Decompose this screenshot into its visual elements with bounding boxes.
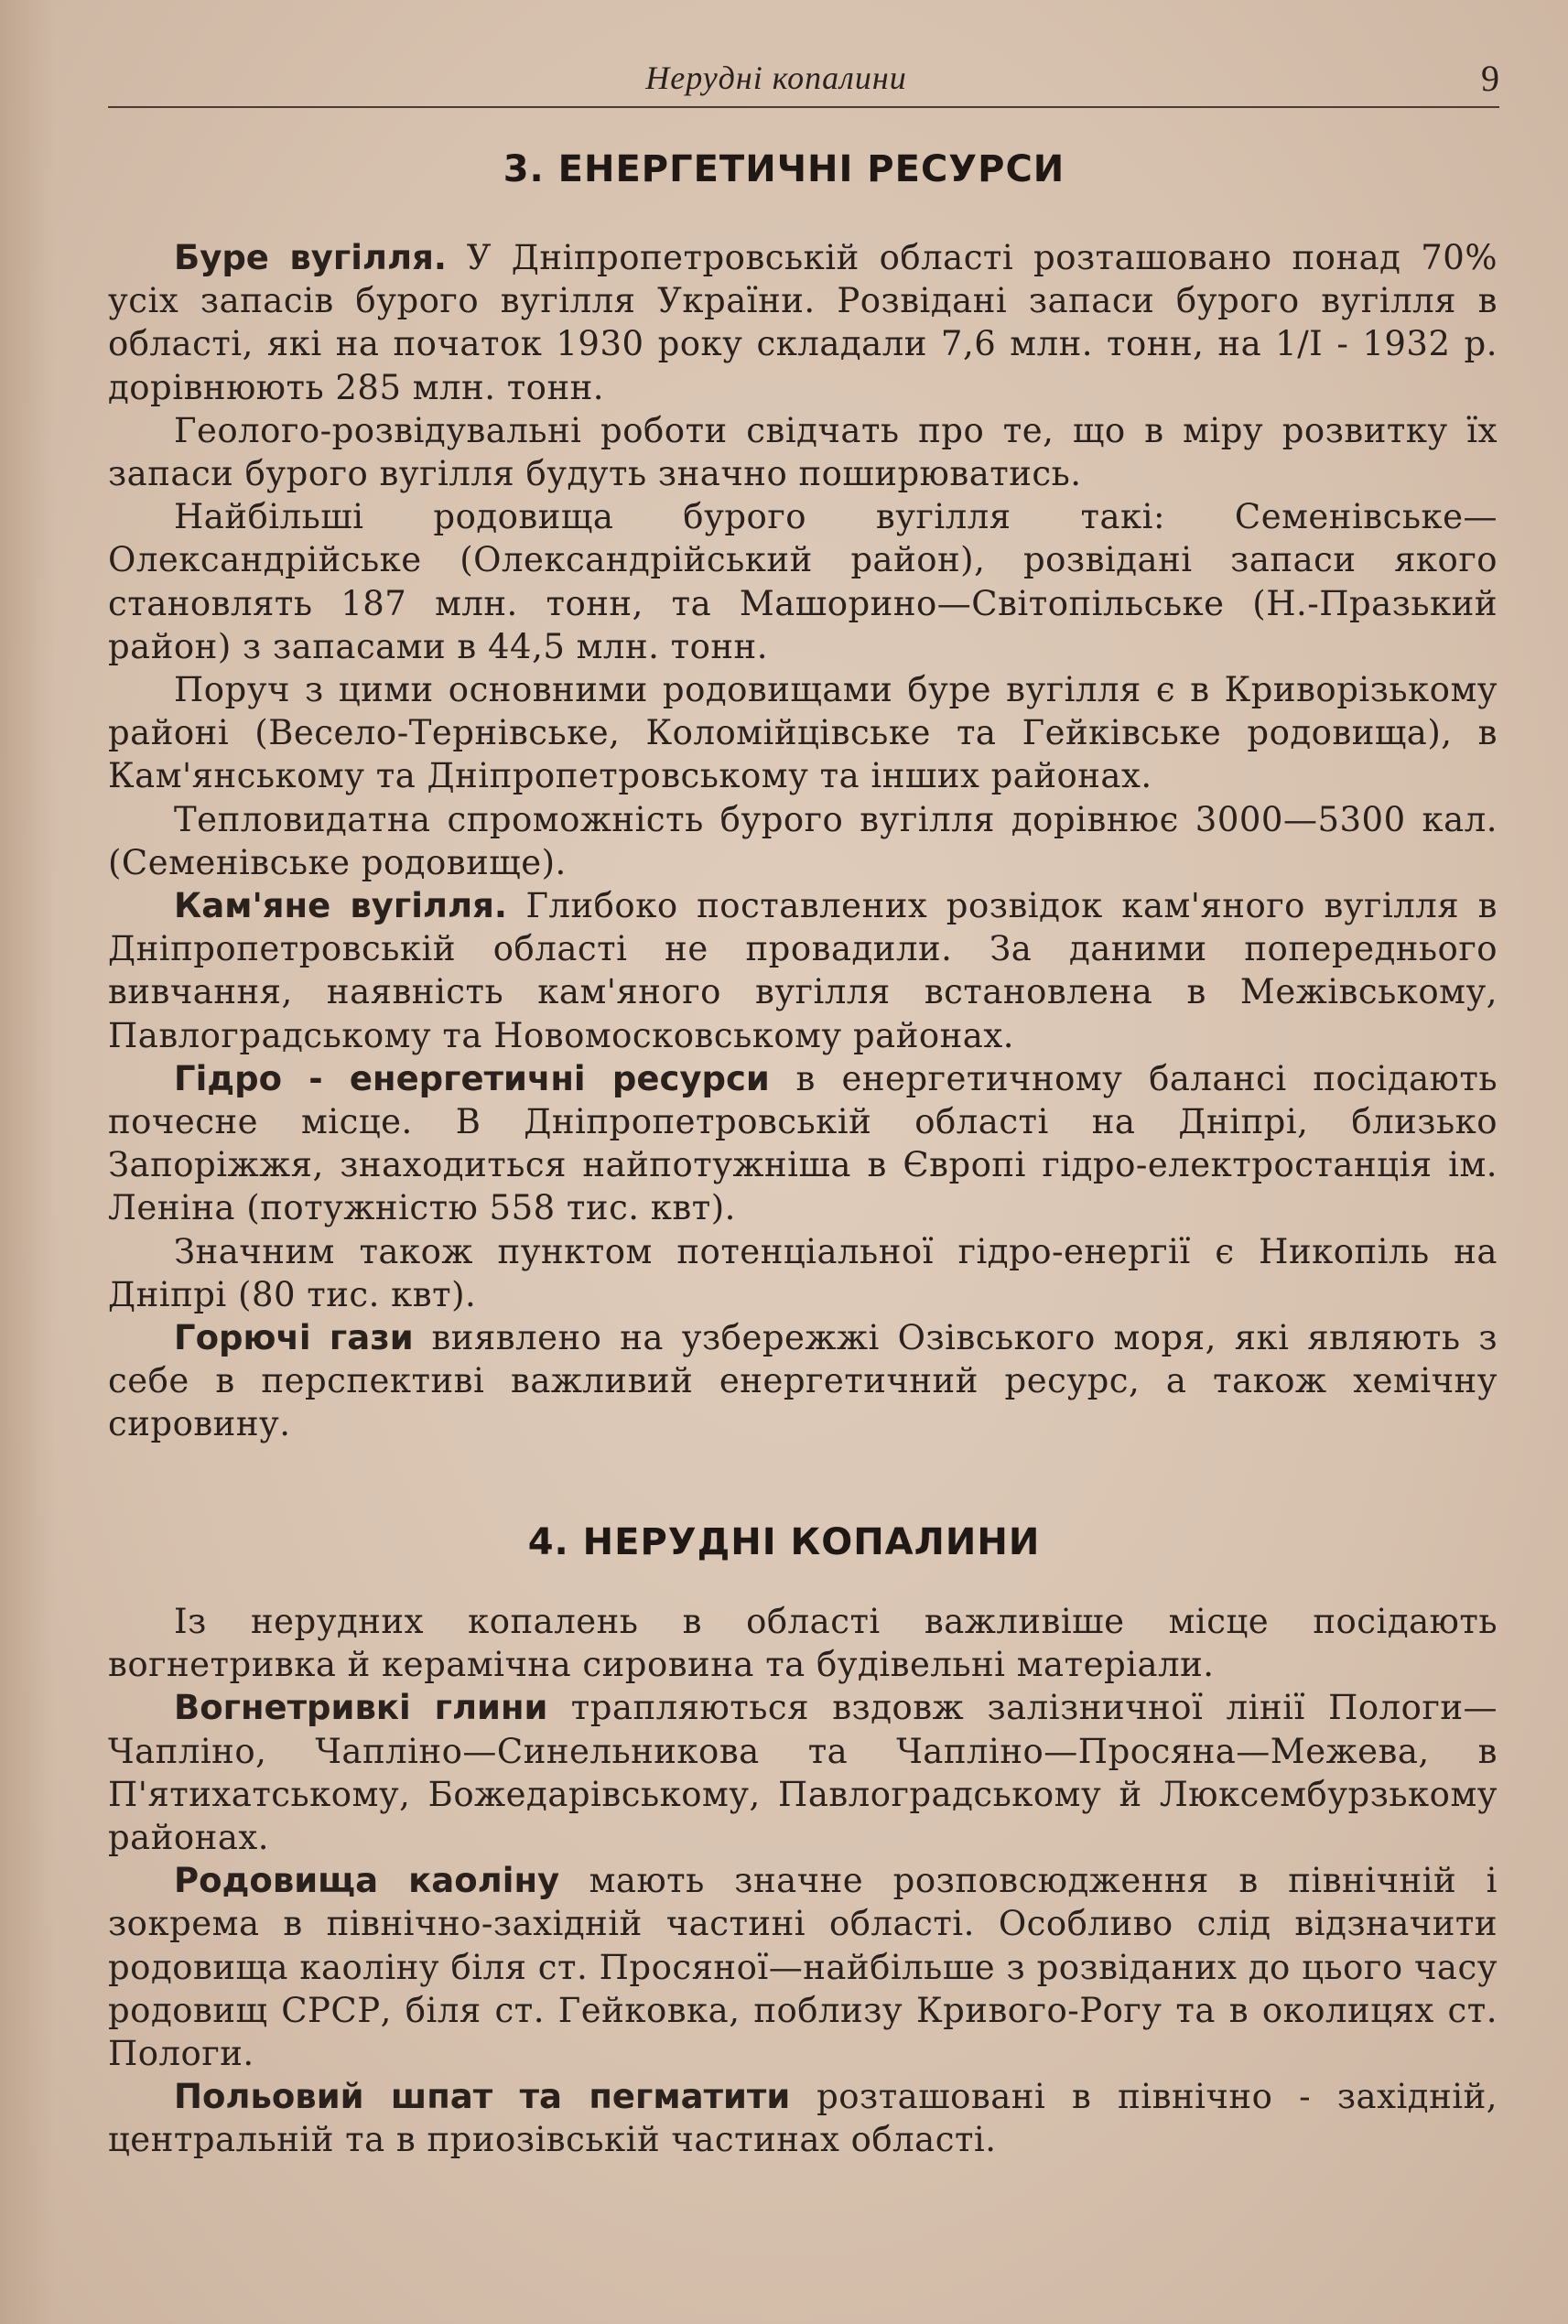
paragraph — [108, 236, 1498, 409]
page-edge-shadow — [0, 0, 55, 2324]
paragraph — [108, 668, 1498, 798]
section-heading-energy: 3. ЕНЕРГЕТИЧНІ РЕСУРСИ — [503, 148, 1065, 190]
paragraph — [108, 2075, 1498, 2161]
section-body-nonmetal — [108, 1600, 1498, 2162]
running-title: Нерудні копалини — [645, 59, 907, 96]
page-number: 9 — [1481, 58, 1499, 99]
paragraph — [108, 495, 1498, 668]
paragraph-lead: Гідро - енергетичні ресурси — [174, 1058, 770, 1098]
paragraph — [108, 1600, 1498, 1686]
paragraph-lead: Вогнетривкі глини — [174, 1688, 548, 1728]
paragraph-text: Геолого-розвідувальні роботи свідчать про те, що в міру розвитку їх запаси бурого вугілля будуть значно поширюватись. — [108, 410, 1498, 494]
paragraph-lead: Родовища каоліну — [174, 1861, 560, 1901]
section-heading-nonmetal: 4. НЕРУДНІ КОПАЛИНИ — [527, 1521, 1041, 1563]
paragraph-text: Найбільші родовища бурого вугілля такі: Семенівське—Олександрійське (Олександрійський район), розвідані запаси якого становлять 187 млн. тонн, та Машорино—Світопільське (Н.-Празький район) з запасами в 44,5 млн. тонн. — [108, 497, 1498, 666]
running-header — [108, 55, 1499, 108]
paragraph-lead: Польовий шпат та пегматити — [174, 2077, 791, 2117]
paragraph-text: Поруч з цими основними родовищами буре вугілля є в Криворізькому районі (Весело-Тернівське, Коломійцівське та Гейківське родовища), в Кам'янському та Дніпропетровському та інших районах. — [108, 670, 1498, 796]
paragraph — [108, 884, 1498, 1057]
paragraph — [108, 1859, 1498, 2075]
paragraph — [108, 1686, 1498, 1859]
paragraph — [108, 1057, 1498, 1230]
paragraph-text: Тепловидатна спроможність бурого вугілля дорівнює 3000—5300 кал. (Семенівське родовище). — [108, 799, 1498, 882]
paragraph-text: У Дніпропетровській області розташовано понад 70% усіх запасів бурого вугілля України. Розвідані запаси бурого вугілля в області, які на початок 1930 року складали 7,6 млн. тонн, на 1/I - 1932 р. дорівнюють 285 млн. тонн. — [108, 238, 1498, 407]
paragraph-text: Із нерудних копалень в області важливіше місце посідають вогнетривка й керамічна сировина та будівельні матеріали. — [108, 1602, 1498, 1685]
paragraph — [108, 798, 1498, 884]
paragraph-text: виявлено на узбережжі Озівського моря, які являють з себе в перспективі важливий енергетичний ресурс, а також хемічну сировину. — [108, 1318, 1498, 1444]
paragraph-lead: Кам'яне вугілля. — [174, 886, 507, 926]
paragraph-text: Глибоко поставлених розвідок кам'яного вугілля в Дніпропетровській області не провадили. За даними попереднього вивчання, наявність кам'яного вугілля встановлена в Межівському, Павлоградському та Новомосковському районах. — [108, 886, 1498, 1055]
paragraph-lead: Горючі гази — [174, 1318, 414, 1358]
paragraph-lead: Буре вугілля. — [174, 238, 447, 277]
paragraph — [108, 1316, 1498, 1446]
paragraph-text: Значним також пунктом потенціальної гідро-енергії є Никопіль на Дніпрі (80 тис. квт). — [108, 1231, 1498, 1314]
paragraph — [108, 1230, 1498, 1316]
paragraph-text: трапляються вздовж залізничної лінії Пологи—Чапліно, Чапліно—Синельникова та Чапліно—Просяна—Межева, в П'ятихатському, Божедарівському, Павлоградському й Люксембурзькому районах. — [108, 1688, 1498, 1858]
paragraph — [108, 409, 1498, 495]
paragraph-text: в енергетичному балансі посідають почесне місце. В Дніпропетровській області на Дніпрі, близько Запоріжжя, знаходиться найпотужніша в Європі гідро-електростанція ім. Леніна (потужністю 558 тис. квт). — [108, 1058, 1498, 1228]
paragraph-text: розташовані в північно - західній, центральній та в приозівській частинах області. — [108, 2077, 1498, 2160]
section-body-energy — [108, 236, 1498, 1446]
paragraph-text: мають значне розповсюдження в північній і зокрема в північно-західній частині області. Особливо слід відзначити родовища каоліну біля ст. Просяної—найбільше з розвіданих до цього часу родовищ СРСР, біля ст. Гейковка, поблизу Кривого-Рогу та в околицях ст. Пологи. — [108, 1861, 1498, 2074]
